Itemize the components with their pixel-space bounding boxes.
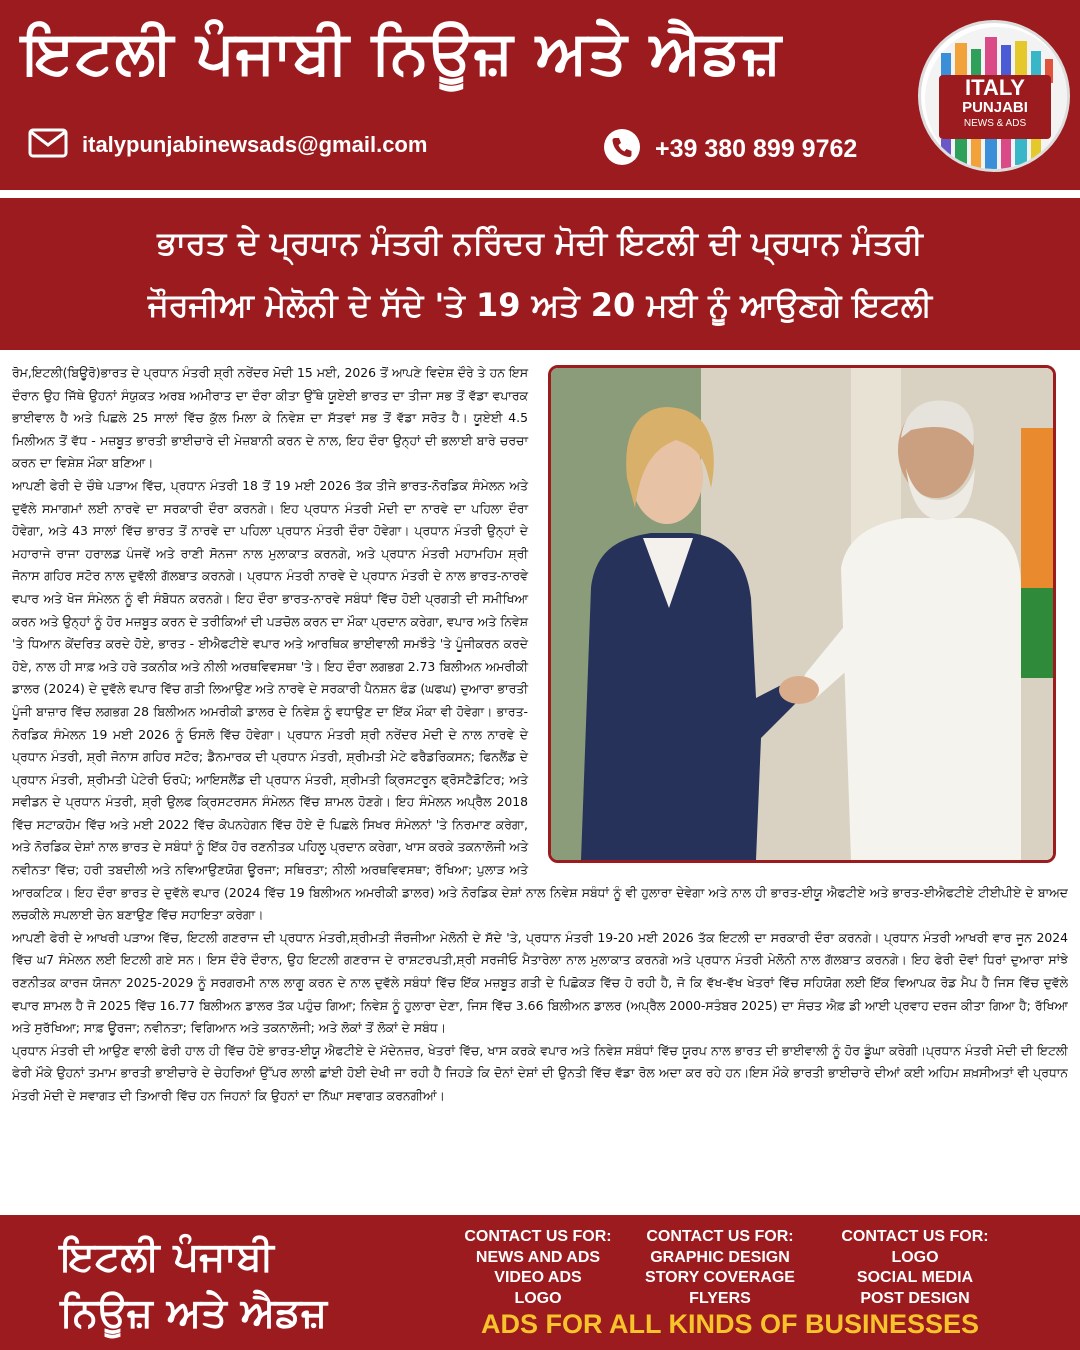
service-item: LOGO <box>891 1248 939 1266</box>
footer-contact-column <box>448 1227 628 1309</box>
article-paragraph: ਪ੍ਰਧਾਨ ਮੰਤਰੀ ਦੀ ਆਉਣ ਵਾਲੀ ਫੇਰੀ ਹਾਲ ਹੀ ਵਿੱਚ ਹੋਏ ਭਾਰਤ-ਈਯੂ ਐਫਟੀਏ ਦੇ ਮੱਦੇਨਜ਼ਰ, ਖੇਤਰਾਂ ਵਿੱਚ, ਖਾਸ ਕਰਕੇ ਵਪਾਰ ਅਤੇ ਨਿਵੇਸ਼ ਸਬੰਧਾਂ ਵਿੱਚ ਯੂਰਪ ਨਾਲ ਭਾਰਤ ਦੀ ਭਾਈਵਾਲੀ ਨੂੰ ਹੋਰ ਡੂੰਘਾ ਕਰੇਗੀ।ਪ੍ਰਧਾਨ ਮੰਤਰੀ ਮੋਦੀ ਦੀ ਇਟਲੀ ਫੇਰੀ ਮੌਕੇ ਉਹਨਾਂ ਤਮਾਮ ਭਾਰਤੀ ਭਾਈਚਾਰੇ ਦੇ ਚੇਹਰਿਆਂ ਉੱਪਰ ਲਾਲੀ ਛਾਂਈ ਹੋਈ ਦੇਖੀ ਜਾ ਰਹੀ ਹੈ ਜਿਹੜੇ ਕਿ ਦੋਨਾਂ ਦੇਸ਼ਾਂ ਦੀ ਉਨਤੀ ਵਿੱਚ ਵੱਡਾ ਰੋਲ ਅਦਾ ਕਰ ਰਹੇ ਹਨ।ਇਸ ਮੌਕੇ ਭਾਰਤੀ ਭਾਈਚਾਰੇ ਦੀਆਂ ਕਈ ਅਹਿਮ ਸ਼ਖ਼ਸੀਅਤਾਂ ਵੀ ਪ੍ਰਧਾਨ ਮੰਤਰੀ ਮੋਦੀ ਦੇ ਸਵਾਗਤ ਦੀ ਤਿਆਰੀ ਵਿੱਚ ਹਨ ਜਿਹਨਾਂ ਕਿ ਉਹਨਾਂ ਦਾ ਨਿੱਘਾ ਸਵਾਗਤ ਕਰਨਗੀਆਂ। <box>12 1042 1068 1103</box>
logo-punjabi: PUNJABI <box>962 99 1028 116</box>
headline-banner <box>0 198 1080 350</box>
footer-title-line-2: ਨਿਊਜ਼ ਅਤੇ ਐਡਜ਼ <box>60 1290 328 1336</box>
service-item: STORY COVERAGE <box>645 1269 795 1286</box>
ads-tagline: ADS FOR ALL KINDS OF BUSINESSES <box>480 1309 980 1339</box>
article-photo <box>548 365 1056 863</box>
article-paragraph: ਰੋਮ,ਇਟਲੀ(ਬਿਊਰੋ)ਭਾਰਤ ਦੇ ਪ੍ਰਧਾਨ ਮੰਤਰੀ ਸ਼੍ਰੀ ਨਰੇਂਦਰ ਮੋਦੀ 15 ਮਈ, 2026 ਤੋਂ ਆਪਣੇ ਵਿਦੇਸ਼ ਦੌਰੇ ਤੇ ਹਨ ਇਸ ਦੌਰਾਨ ਉਹ ਜਿੱਥੇ ਉਹਨਾਂ ਸੰਯੁਕਤ ਅਰਬ ਅਮੀਰਾਤ ਦਾ ਦੌਰਾ ਕੀਤਾ ਉੱਥੇ ਯੂਏਈ ਭਾਰਤ ਦਾ ਤੀਜਾ ਸਭ ਤੋਂ ਵੱਡਾ ਵਪਾਰਕ ਭਾਈਵਾਲ ਹੈ ਅਤੇ ਪਿਛਲੇ 25 ਸਾਲਾਂ ਵਿੱਚ ਕੁੱਲ ਮਿਲਾ ਕੇ ਨਿਵੇਸ਼ ਦਾ ਸੱਤਵਾਂ ਸਭ ਤੋਂ ਵੱਡਾ ਸਰੋਤ ਹੈ। ਯੂਏਈ 4.5 ਮਿਲੀਅਨ ਤੋਂ ਵੱਧ - ਮਜ਼ਬੂਤ ਭਾਰਤੀ ਭਾਈਚਾਰੇ ਦੀ ਮੇਜ਼ਬਾਨੀ ਕਰਨ ਦੇ ਨਾਲ, ਇਹ ਦੌਰਾ ਉਨ੍ਹਾਂ ਦੀ ਭਲਾਈ ਬਾਰੇ ਚਰਚਾ ਕਰਨ ਦਾ ਵਿਸ਼ੇਸ਼ ਮੌਕਾ ਬਣਿਆ। <box>12 365 528 471</box>
logo-band <box>939 75 1051 139</box>
email-address[interactable]: italypunjabinewsads@gmail.com <box>82 132 428 157</box>
footer-title <box>60 1229 420 1341</box>
footer-title-line-1: ਇਟਲੀ ਪੰਜਾਬੀ <box>60 1234 274 1280</box>
service-item: LOGO <box>514 1289 562 1307</box>
column-heading: CONTACT US FOR: <box>646 1228 794 1245</box>
phone-contact[interactable] <box>603 128 857 170</box>
column-heading: CONTACT US FOR: <box>841 1228 989 1245</box>
footer-contact-column <box>825 1227 1005 1309</box>
headline-line-1: ਭਾਰਤ ਦੇ ਪ੍ਰਧਾਨ ਮੰਤਰੀ ਨਰਿੰਦਰ ਮੋਦੀ ਇਟਲੀ ਦੀ ਪ੍ਰਧਾਨ ਮੰਤਰੀ <box>157 224 923 262</box>
headline-line-2: ਜੌਰਜੀਆ ਮੇਲੋਨੀ ਦੇ ਸੱਦੇ 'ਤੇ 19 ਅਤੇ 20 ਮਈ ਨੂੰ ਆਉਣਗੇ ਇਟਲੀ <box>147 286 933 324</box>
phone-number[interactable]: +39 380 899 9762 <box>655 134 858 163</box>
brand-logo <box>918 20 1070 172</box>
service-item: POST DESIGN <box>860 1289 970 1307</box>
masthead-title: ਇਟਲੀ ਪੰਜਾਬੀ ਨਿਊਜ਼ ਅਤੇ ਐਡਜ਼ <box>22 18 783 88</box>
headline <box>20 212 1060 336</box>
article-paragraph: ਆਪਣੀ ਫੇਰੀ ਦੇ ਆਖਰੀ ਪੜਾਅ ਵਿੱਚ, ਇਟਲੀ ਗਣਰਾਜ ਦੀ ਪ੍ਰਧਾਨ ਮੰਤਰੀ,ਸ਼੍ਰੀਮਤੀ ਜੌਰਜੀਆ ਮੇਲੋਨੀ ਦੇ ਸੱਦੇ 'ਤੇ, ਪ੍ਰਧਾਨ ਮੰਤਰੀ 19-20 ਮਈ 2026 ਤੱਕ ਇਟਲੀ ਦਾ ਸਰਕਾਰੀ ਦੌਰਾ ਕਰਨਗੇ। ਪ੍ਰਧਾਨ ਮੰਤਰੀ ਆਖਰੀ ਵਾਰ ਜੂਨ 2024 ਵਿੱਚ ਘ7 ਸੰਮੇਲਨ ਲਈ ਇਟਲੀ ਗਏ ਸਨ। ਇਸ ਦੌਰੇ ਦੌਰਾਨ, ਉਹ ਇਟਲੀ ਗਣਰਾਜ ਦੇ ਰਾਸ਼ਟਰਪਤੀ,ਸ਼੍ਰੀ ਸਰਜੀਓ ਮੈਤਾਰੇਲਾ ਨਾਲ ਮੁਲਾਕਾਤ ਕਰਨਗੇ ਅਤੇ ਪ੍ਰਧਾਨ ਮੰਤਰੀ ਮੇਲੋਨੀ ਨਾਲ ਗੱਲਬਾਤ ਕਰਨਗੇ। ਇਹ ਫੇਰੀ ਦੋਵਾਂ ਧਿਰਾਂ ਦੁਆਰਾ ਸਾਂਝੇ ਰਣਨੀਤਕ ਕਾਰਜ ਯੋਜਨਾ 2025-2029 ਨੂੰ ਸਰਗਰਮੀ ਨਾਲ ਲਾਗੂ ਕਰਨ ਦੇ ਨਾਲ ਦੁਵੱਲੇ ਸਬੰਧਾਂ ਵਿੱਚ ਇੱਕ ਮਜ਼ਬੂਤ ਗਤੀ ਦੇ ਪਿਛੋਕੜ ਵਿੱਚ ਹੋ ਰਹੀ ਹੈ, ਜੋ ਕਿ ਵੱਖ-ਵੱਖ ਖੇਤਰਾਂ ਵਿੱਚ ਸਹਿਯੋਗ ਲਈ ਇੱਕ ਵਿਆਪਕ ਰੋਡ ਮੈਪ ਹੈ ਜਿਸ ਵਿੱਚ ਦੁਵੱਲੇ ਵਪਾਰ ਸ਼ਾਮਲ ਹੈ ਜੋ 2025 ਵਿੱਚ 16.77 ਬਿਲੀਅਨ ਡਾਲਰ ਤੱਕ ਪਹੁੰਚ ਗਿਆ; ਨਿਵੇਸ਼ ਨੂੰ ਹੁਲਾਰਾ ਦੇਣਾ, ਜਿਸ ਵਿੱਚ 3.66 ਬਿਲੀਅਨ ਡਾਲਰ (ਅਪ੍ਰੈਲ 2000-ਸਤੰਬਰ 2025) ਦਾ ਸੰਚਤ ਐਫ਼ ਡੀ ਆਈ ਪ੍ਰਵਾਹ ਦਰਜ ਕੀਤਾ ਗਿਆ ਹੈ; ਰੱਖਿਆ ਅਤੇ ਸੁਰੱਖਿਆ; ਸਾਫ਼ ਊਰਜਾ; ਨਵੀਨਤਾ; ਵਿਗਿਆਨ ਅਤੇ ਤਕਨਾਲੋਜੀ; ਅਤੇ ਲੋਕਾਂ ਤੋਂ ਲੋਕਾਂ ਦੇ ਸਬੰਧ। <box>12 929 1068 1036</box>
handshake-photo <box>551 368 1053 860</box>
service-item: SOCIAL MEDIA <box>856 1269 974 1286</box>
logo-subtitle: NEWS & ADS <box>963 118 1027 129</box>
masthead <box>0 0 1080 190</box>
email-contact[interactable] <box>28 128 427 162</box>
service-item: FLYERS <box>689 1289 751 1307</box>
article-paragraph: ਆਪਣੀ ਫੇਰੀ ਦੇ ਚੌਥੇ ਪੜਾਅ ਵਿੱਚ, ਪ੍ਰਧਾਨ ਮੰਤਰੀ 18 ਤੋਂ 19 ਮਈ 2026 ਤੱਕ ਤੀਜੇ ਭਾਰਤ-ਨੋਰਡਿਕ ਸੰਮੇਲਨ ਅਤੇ ਦੁਵੱਲੇ ਸਮਾਗਮਾਂ ਲਈ ਨਾਰਵੇ ਦਾ ਸਰਕਾਰੀ ਦੌਰਾ ਕਰਨਗੇ। ਇਹ ਪ੍ਰਧਾਨ ਮੰਤਰੀ ਮੋਦੀ ਦਾ ਨਾਰਵੇ ਦਾ ਪਹਿਲਾ ਦੌਰਾ ਹੋਵੇਗਾ, ਅਤੇ 43 ਸਾਲਾਂ ਵਿੱਚ ਭਾਰਤ ਤੋਂ ਨਾਰਵੇ ਦਾ ਪਹਿਲਾ ਪ੍ਰਧਾਨ ਮੰਤਰੀ ਦੌਰਾ ਹੋਵੇਗਾ। ਪ੍ਰਧਾਨ ਮੰਤਰੀ ਉਨ੍ਹਾਂ ਦੇ ਮਹਾਰਾਜੇ ਰਾਜਾ ਹਰਾਲਡ ਪੰਜਵੇਂ ਅਤੇ ਰਾਣੀ ਸੋਨਜਾ ਨਾਲ ਮੁਲਾਕਾਤ ਕਰਨਗੇ, ਅਤੇ ਪ੍ਰਧਾਨ ਮੰਤਰੀ ਮਹਾਮਹਿਮ ਸ਼੍ਰੀ ਜੋਨਾਸ ਗਹਿਰ ਸਟੋਰ ਨਾਲ ਦੁਵੱਲੀ ਗੱਲਬਾਤ ਕਰਨਗੇ। ਪ੍ਰਧਾਨ ਮੰਤਰੀ ਨਾਰਵੇ ਦੇ ਪ੍ਰਧਾਨ ਮੰਤਰੀ ਦੇ ਨਾਲ ਭਾਰਤ-ਨਾਰਵੇ ਵਪਾਰ ਅਤੇ ਖੋਜ ਸੰਮੇਲਨ ਨੂੰ ਵੀ ਸੰਬੋਧਨ ਕਰਨਗੇ। ਇਹ ਦੌਰਾ ਭਾਰਤ-ਨਾਰਵੇ ਸਬੰਧਾਂ ਵਿੱਚ ਹੋਈ ਪ੍ਰਗਤੀ ਦੀ ਸਮੀਖਿਆ ਕਰਨ ਅਤੇ ਉਨ੍ਹਾਂ ਨੂੰ ਹੋਰ ਮਜ਼ਬੂਤ ਕਰਨ ਦੇ ਤਰੀਕਿਆਂ ਦੀ ਪੜਚੋਲ ਕਰਨ ਦਾ ਮੌਕਾ ਪ੍ਰਦਾਨ ਕਰੇਗਾ, ਵਪਾਰ ਅਤੇ ਨਿਵੇਸ਼ 'ਤੇ ਧਿਆਨ ਕੇਂਦਰਿਤ ਕਰਦੇ ਹੋਏ, ਭਾਰਤ - ਈਐਫਟੀਏ ਵਪਾਰ ਅਤੇ ਆਰਥਿਕ ਭਾਈਵਾਲੀ ਸਮਝੌਤੇ 'ਤੇ ਪੂੰਜੀਕਰਨ ਕਰਦੇ ਹੋਏ, ਨਾਲ ਹੀ ਸਾਫ਼ ਅਤੇ ਹਰੇ ਤਕਨੀਕ ਅਤੇ ਨੀਲੀ ਅਰਥਵਿਵਸਥਾ 'ਤੇ। ਇਹ ਦੌਰਾ ਲਗਭਗ 2.73 ਬਿਲੀਅਨ ਅਮਰੀਕੀ ਡਾਲਰ (2024) ਦੇ ਦੁਵੱਲੇ ਵਪਾਰ ਵਿੱਚ ਗਤੀ ਲਿਆਉਣ ਅਤੇ ਨਾਰਵੇ ਦੇ ਸਰਕਾਰੀ ਪੈਨਸ਼ਨ ਫੰਡ (ਘਫਘ) ਦੁਆਰਾ ਭਾਰਤੀ ਪੂੰਜੀ ਬਾਜ਼ਾਰ ਵਿੱਚ ਲਗਭਗ 28 ਬਿਲੀਅਨ ਅਮਰੀਕੀ ਡਾਲਰ ਦੇ ਨਿਵੇਸ਼ ਨੂੰ ਵਧਾਉਣ ਦਾ ਇੱਕ ਮੌਕਾ ਵੀ ਹੋਵੇਗਾ। ਭਾਰਤ-ਨੋਰਡਿਕ ਸੰਮੇਲਨ 19 ਮਈ 2026 ਨੂੰ ਓਸਲੋ ਵਿੱਚ ਹੋਵੇਗਾ। ਪ੍ਰਧਾਨ ਮੰਤਰੀ ਸ਼੍ਰੀ ਨਰੇਂਦਰ ਮੋਦੀ ਦੇ ਨਾਲ ਨਾਰਵੇ ਦੇ ਪ੍ਰਧਾਨ ਮੰਤਰੀ, ਸ਼੍ਰੀ ਜੋਨਾਸ ਗਹਿਰ ਸਟੋਰ; ਡੈਨਮਾਰਕ ਦੀ ਪ੍ਰਧਾਨ ਮੰਤਰੀ, ਸ਼੍ਰੀਮਤੀ ਮੇਟੇ ਫਰੈਡਰਿਕਸਨ; ਫਿਨਲੈਂਡ ਦੇ ਪ੍ਰਧਾਨ ਮੰਤਰੀ, ਸ਼੍ਰੀਮਤੀ ਪੇਟੇਰੀ ਓਰਪੋ; ਆਇਸਲੈਂਡ ਦੀ ਪ੍ਰਧਾਨ ਮੰਤਰੀ, ਸ਼੍ਰੀਮਤੀ ਕ੍ਰਿਸਟਰੂਨ ਫ੍ਰੋਸਟੈਡੋਟਿਰ; ਅਤੇ ਸਵੀਡਨ ਦੇ ਪ੍ਰਧਾਨ ਮੰਤਰੀ, ਸ਼੍ਰੀ ਉਲਫ ਕ੍ਰਿਸਟਰਸਨ ਸੰਮੇਲਨ ਵਿੱਚ ਸ਼ਾਮਲ ਹੋਣਗੇ। ਇਹ ਸੰਮੇਲਨ ਅਪ੍ਰੈਲ 2018 ਵਿੱਚ ਸਟਾਕਹੋਮ ਵਿੱਚ ਅਤੇ ਮਈ 2022 ਵਿੱਚ ਕੋਪਨਹੇਗਨ ਵਿੱਚ ਹੋਏ ਦੋ ਪਿਛਲੇ ਸਿਖਰ ਸੰਮੇਲਨਾਂ 'ਤੇ ਨਿਰਮਾਣ ਕਰੇਗਾ, ਅਤੇ ਨੋਰਡਿਕ ਦੇਸ਼ਾਂ ਨਾਲ ਭਾਰਤ ਦੇ ਸਬੰਧਾਂ ਨੂੰ ਇੱਕ ਹੋਰ ਰਣਨੀਤਕ ਪਹਿਲੂ ਪ੍ਰਦਾਨ ਕਰੇਗਾ, ਖਾਸ ਕਰਕੇ ਤਕਨਾਲੋਜੀ ਅਤੇ ਨਵੀਨਤਾ ਵਿੱਚ; ਹਰੀ ਤਬਦੀਲੀ ਅਤੇ ਨਵਿਆਉਣਯੋਗ ਊਰਜਾ; ਸਥਿਰਤਾ; ਨੀਲੀ ਅਰਥਵਿਵਸਥਾ; ਰੱਖਿਆ; ਪੁਲਾੜ ਅਤੇ ਆਰਕਟਿਕ। ਇਹ ਦੌਰਾ ਭਾਰਤ ਦੇ ਦੁਵੱਲੇ ਵਪਾਰ (2024 ਵਿੱਚ 19 ਬਿਲੀਅਨ ਅਮਰੀਕੀ ਡਾਲਰ) ਅਤੇ ਨੋਰਡਿਕ ਦੇਸ਼ਾਂ ਨਾਲ ਨਿਵੇਸ਼ ਸਬੰਧਾਂ ਨੂੰ ਵੀ ਹੁਲਾਰਾ ਦੇਵੇਗਾ ਅਤੇ ਨਾਲ ਹੀ ਭਾਰਤ-ਈਯੂ ਐਫਟੀਏ ਅਤੇ ਭਾਰਤ-ਈਐਫਟੀਏ ਟੀਈਪੀਏ ਦੇ ਬਾਅਦ ਲਚਕੀਲੇ ਸਪਲਾਈ ਚੇਨ ਬਣਾਉਣ ਵਿੱਚ ਸਹਾਇਤਾ ਕਰੇਗਾ। <box>12 477 1068 923</box>
footer <box>0 1215 1080 1350</box>
column-heading: CONTACT US FOR: <box>464 1228 612 1245</box>
service-item: GRAPHIC DESIGN <box>650 1248 790 1266</box>
footer-contact-column <box>630 1227 810 1309</box>
phone-icon <box>603 128 641 170</box>
service-item: VIDEO ADS <box>494 1269 582 1286</box>
logo-italy: ITALY <box>965 75 1025 100</box>
contact-row <box>28 128 898 172</box>
service-item: NEWS AND ADS <box>475 1248 601 1266</box>
envelope-icon <box>28 128 68 162</box>
